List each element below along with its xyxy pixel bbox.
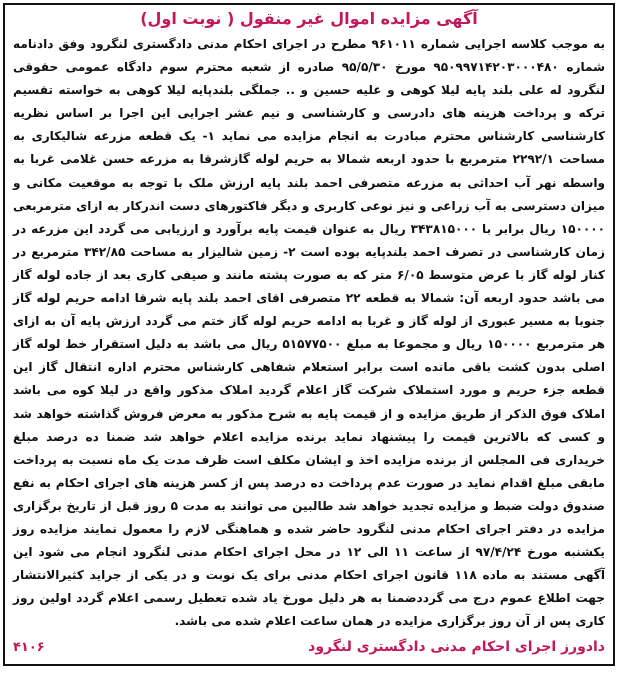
notice-signature: دادورز اجرای احکام مدنی دادگستری لنگرود xyxy=(308,639,605,655)
notice-footer xyxy=(13,636,605,658)
notice-frame xyxy=(3,3,615,666)
notice-title: آگهی مزایده اموال غیر منقول ( نوبت اول) xyxy=(140,9,478,28)
notice-body: به موجب کلاسه اجرایی شماره ۹۶۱۰۱۱ مطرح در اجرای احکام مدنی دادگستری لنگرود وفق دادنامه شماره ۹۵۰۹۹۷۱۴۲۰۳۰۰۰۴۸۰ مورخ ۹۵/۵/۳۰ صادره از شعبه محترم سوم دادگاه عمومی حقوقی لنگرود له علی بلند پایه لیلا کوهی و علیه حسین و .. جملگی بلندپایه لیلا کوهی به خواسته تقسیم ترکه و پرداخت هزینه های دادرسی و کارشناسی و نیم عشر اجرایی این اجرا بر اساس نظریه کارشناسی کارشناس محترم مبادرت به انجام مزایده می نماید ۱- یک قطعه مزرعه شالیکاری به مساحت ۲۲۹۲/۱ مترمربع با حدود اربعه شمالا به حریم لوله گازشرقا به مزرعه حسن غلامی غربا به واسطه نهر آب احداثی به مزرعه متصرفی احمد بلند پایه ارزش ملک با توجه به موقعیت مکانی و میزان دسترسی به آب زراعی و نیز نوعی کاربری و دیگر فاکتورهای دست اندرکار به ازای مترمربعی ۱۵۰۰۰۰ ریال برابر با ۳۴۳۸۱۵۰۰۰ ریال به عنوان قیمت پایه برآورد و ارزیابی می گردد این مزرعه در زمان کارشناسی در تصرف احمد بلندپایه بوده است ۲- زمین شالیزار به مساحت ۳۴۲/۸۵ مترمربع در کنار لوله گاز با عرض متوسط ۶/۰۵ متر که به صورت پشته مانند و صیفی کاری بعد از جاده لوله گاز می باشد حدود اربعه آن: شمالا به قطعه ۲۲ متصرفی اقای احمد بلند پایه شرقا ادامه حریم لوله گاز جنوبا به مسیر عبوری از لوله گاز و غربا به ادامه حریم لوله گاز ختم می گردد ارزش پایه آن به ازای هر مترمربع ۱۵۰۰۰۰ ریال و مجموعا به مبلغ ۵۱۵۷۷۵۰۰ ریال می باشد به دلیل استقرار خط لوله گاز اصلی بدون کشت باقی مانده است برابر استعلام شفاهی کارشناس محترم اداره انتقال گاز این قطعه جزء حریم و مورد استملاک شرکت گاز اعلام گردید املاک مذکور واقع در لیلا کوه می باشد املاک فوق الذکر از طریق مزایده و از قیمت پایه به شرح مذکور به معرض فروش گذاشته خواهد شد و کسی که بالاترین قیمت را پیشنهاد نماید برنده مزایده اعلام خواهد شد ضمنا ده درصد مبلغ خریداری فی المجلس از برنده مزایده اخذ و ایشان مکلف است ظرف مدت یک ماه نسبت به پرداخت مابقی مبلغ اقدام نماید در صورت عدم پرداخت ده درصد پس از کسر هزینه های اجرای احکام به نفع صندوق دولت ضبط و مزایده تجدید خواهد شد طالبین می توانند به مدت ۵ روز قبل از تاریخ برگزاری مزایده در دفتر اجرای احکام مدنی لنگرود حاضر شده و هماهنگی لازم را معمول نمایند مزایده روز یکشنبه مورخ ۹۷/۴/۲۴ از ساعت ۱۱ الی ۱۲ در محل اجرای احکام مدنی لنگرود انجام می شود این آگهی مستند به ماده ۱۱۸ قانون اجرای احکام مدنی برای یک نوبت و در یکی از جراید کثیرالانتشار جهت اطلاع عموم درج می گرددضمنا به هر دلیل مورخ یاد شده تعطیل رسمی اعلام گردد اولین روز کاری پس از آن روز برگزاری مزایده در همان ساعت اعلام شده می باشد. xyxy=(13,37,605,629)
notice-code: ۴۱۰۶ xyxy=(13,639,45,655)
